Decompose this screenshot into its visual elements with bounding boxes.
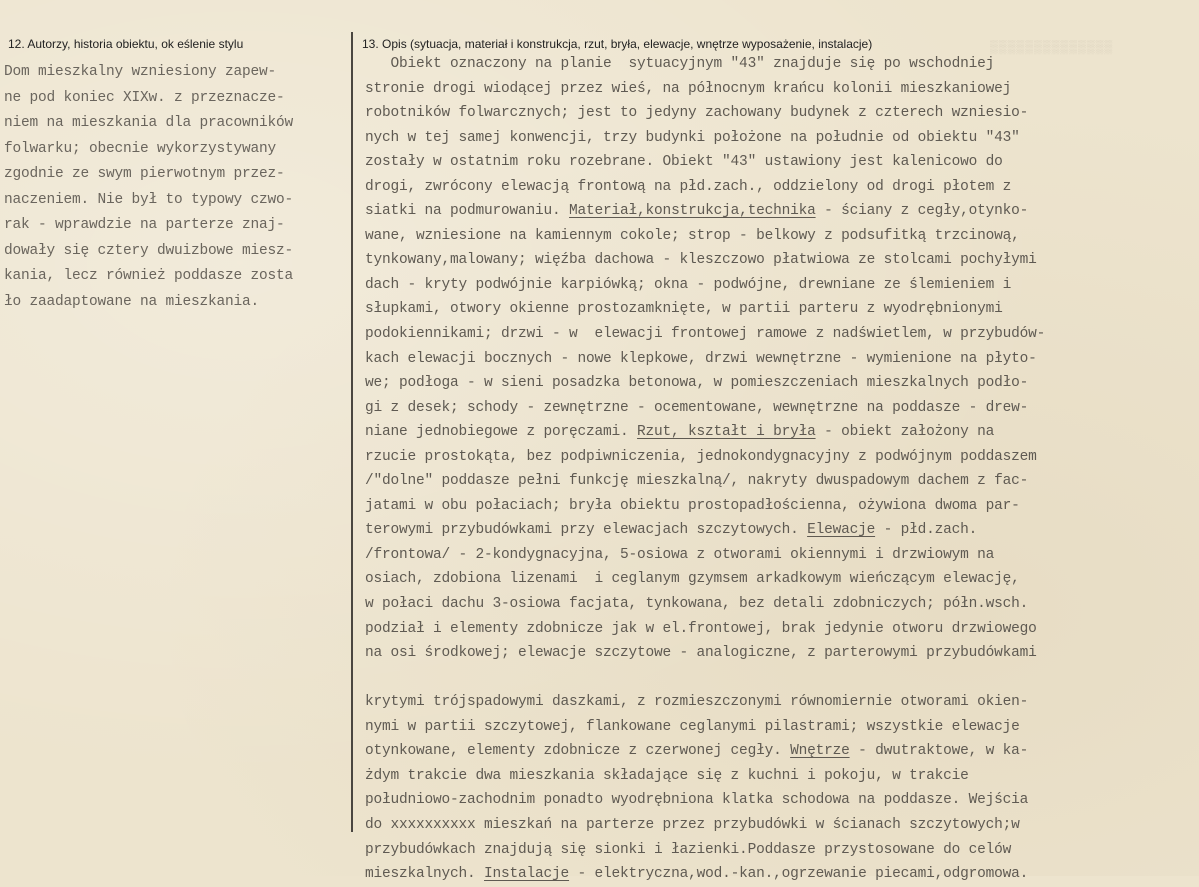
line-text: - dwutraktowe, w ka- (849, 743, 1029, 760)
text-line: ło zaadaptowane na mieszkania. (4, 293, 260, 310)
text-line (365, 52, 1195, 77)
text-line: Dom mieszkalny wzniesiony zapew- (4, 64, 277, 80)
text-line (365, 273, 1195, 298)
line-text: żdym trakcie dwa mieszkania składające się z kuchni i pokoju, w trakcie (365, 767, 969, 784)
text-line (365, 543, 1195, 568)
line-text: osiach, zdobiona lizenami i ceglanym gzymsem arkadkowym wieńczącym elewację, (365, 571, 1020, 588)
text-line (365, 641, 1195, 666)
line-text: wane, wzniesione na kamiennym cokole; strop - belkowy z podsufitką trzcinową, (365, 227, 1020, 244)
section-header-12: 12. Autorzy, historia obiektu, ok eślenie stylu (8, 37, 244, 51)
underlined-subheading: Wnętrze (790, 743, 850, 760)
text-line: naczeniem. Nie był to typowy czwo- (4, 191, 294, 208)
line-text: nych w tej samej konwencji, trzy budynki położone na południe od obiektu "43" (365, 129, 1020, 146)
line-text: drogi, zwrócony elewacją frontową na płd.zach., oddzielony od drogi płotem z (365, 178, 1012, 195)
text-line (365, 862, 1195, 887)
line-text: /frontowa/ - 2-kondygnacyjna, 5-osiowa z otworami okiennymi i drzwiowym na (365, 546, 995, 563)
text-line (365, 445, 1195, 470)
text-line (365, 199, 1195, 224)
line-text: Obiekt oznaczony na planie sytuacyjnym "43" znajduje się po wschodniej (365, 56, 995, 72)
text-line (365, 764, 1195, 789)
text-line (365, 469, 1195, 494)
text-line (365, 347, 1195, 372)
underlined-subheading: Instalacje (484, 866, 570, 883)
text-line (365, 77, 1195, 102)
line-text: - elektryczna,wod.-kan.,ogrzewanie piecami,odgromowa. (569, 866, 1029, 883)
text-line: rak - wprawdzie na parterze znaj- (4, 217, 285, 233)
text-line (365, 297, 1195, 322)
text-line: zgodnie ze swym pierwotnym przez- (4, 166, 285, 182)
line-text: robotników folwarcznych; jest to jedyny zachowany budynek z czterech wzniesio- (365, 105, 1029, 122)
line-text: otynkowane, elementy zdobnicze z czerwonej cegły. (365, 743, 791, 760)
line-text: do xxxxxxxxxx mieszkań na parterze przez przybudówki w ścianach szczytowych;w (365, 816, 1020, 833)
line-text: we; podłoga - w sieni posadzka betonowa, w pomieszczeniach mieszkalnych podło- (365, 375, 1029, 392)
text-line (365, 813, 1195, 838)
line-text: - ściany z cegły,otynko- (815, 203, 1029, 220)
line-text: mieszkalnych. (365, 866, 485, 883)
text-line (365, 788, 1195, 813)
text-line (365, 150, 1195, 175)
text-line (365, 126, 1195, 151)
line-text: w połaci dachu 3-osiowa facjata, tynkowana, bez detali zdobniczych; półn.wsch. (365, 596, 1029, 613)
line-text: na osi środkowej; elewacje szczytowe - analogiczne, z parterowymi przybudówkami (365, 645, 1037, 662)
section-header-13: 13. Opis (sytuacja, materiał i konstrukcja, rzut, bryła, elewacje, wnętrze wyposażenie, instalacje) (362, 37, 873, 51)
line-text: południowo-zachodnim ponadto wyodrębniona klatka schodowa na poddasze. Wejścia (365, 792, 1029, 809)
text-line (365, 666, 1195, 691)
line-text: stronie drogi wiodącej przez wieś, na północnym krańcu kolonii mieszkaniowej (365, 80, 1012, 97)
line-text: jatami w obu połaciach; bryła obiektu prostopadłościenna, ożywiona dwoma par- (365, 497, 1020, 514)
line-text: tynkowany,malowany; więźba dachowa - kleszczowo płatwiowa ze stolcami pochyłymi (365, 252, 1037, 269)
text-line (365, 396, 1195, 421)
text-line: niem na mieszkania dla pracowników (4, 115, 294, 131)
line-text: kach elewacji bocznych - nowe klepkowe, drzwi wewnętrzne - wymienione na płyto- (365, 350, 1037, 367)
line-text: zostały w ostatnim roku rozebrane. Obiekt "43" ustawiony jest kalenicowo do (365, 154, 1003, 171)
text-line (365, 322, 1195, 347)
line-text: siatki na podmurowaniu. (365, 203, 570, 220)
text-line: dowały się cztery dwuizbowe miesz- (4, 242, 294, 259)
line-text: przybudówkach znajdują się sionki i łazienki.Poddasze przystosowane do celów (365, 841, 1012, 858)
text-line (365, 617, 1195, 642)
line-text: gi z desek; schody - zewnętrzne - ocementowane, wewnętrzne na poddasze - drew- (365, 399, 1029, 416)
line-text: nymi w partii szczytowej, flankowane ceglanymi pilastrami; wszystkie elewacje (365, 718, 1020, 735)
text-line (365, 494, 1195, 519)
text-line (365, 518, 1195, 543)
text-line (365, 101, 1195, 126)
text-line (365, 248, 1195, 273)
underlined-subheading: Elewacje (807, 522, 876, 539)
text-line (365, 838, 1195, 863)
line-text: - obiekt założony na (815, 424, 995, 441)
history-text-column (4, 60, 354, 315)
faded-bleedthrough-text: ▒▒▒▒▒▒▒▒▒▒▒▒▒▒ (990, 40, 1114, 55)
line-text: rzucie prostokąta, bez podpiwniczenia, jednokondygnacyjny z podwójnym poddaszem (365, 448, 1037, 465)
text-line (365, 715, 1195, 740)
description-text-column (365, 52, 1195, 887)
line-text: niane jednobiegowe z poręczami. (365, 424, 638, 441)
line-text: dach - kryty podwójnie karpiówką; okna - podwójne, drewniane ze ślemieniem i (365, 276, 1012, 293)
text-line (365, 739, 1195, 764)
text-line (365, 371, 1195, 396)
text-line (365, 224, 1195, 249)
text-line: ne pod koniec XIXw. z przeznacze- (4, 89, 285, 106)
text-line: folwarku; obecnie wykorzystywany (4, 140, 277, 157)
line-text: podokiennikami; drzwi - w elewacji frontowej ramowe z nadświetlem, w przybudów- (365, 326, 1046, 343)
line-text: podział i elementy zdobnicze jak w el.frontowej, brak jedynie otworu drzwiowego (365, 620, 1037, 637)
underlined-subheading: Materiał,konstrukcja,technika (569, 203, 816, 220)
underlined-subheading: Rzut, kształt i bryła (637, 424, 816, 441)
text-line (365, 592, 1195, 617)
line-text: terowymi przybudówkami przy elewacjach szczytowych. (365, 522, 808, 539)
line-text: słupkami, otwory okienne prostozamknięte, w partii parteru z wyodrębnionymi (365, 301, 1003, 318)
line-text: krytymi trójspadowymi daszkami, z rozmieszczonymi równomiernie otworami okien- (365, 694, 1029, 711)
text-line: kania, lecz również poddasze zosta (4, 268, 294, 284)
line-text: /"dolne" poddasze pełni funkcję mieszkalną/, nakryty dwuspadowym dachem z fac- (365, 473, 1029, 490)
line-text: - płd.zach. (875, 522, 978, 539)
text-line (365, 175, 1195, 200)
text-line (365, 690, 1195, 715)
text-line (365, 567, 1195, 592)
text-line (365, 420, 1195, 445)
